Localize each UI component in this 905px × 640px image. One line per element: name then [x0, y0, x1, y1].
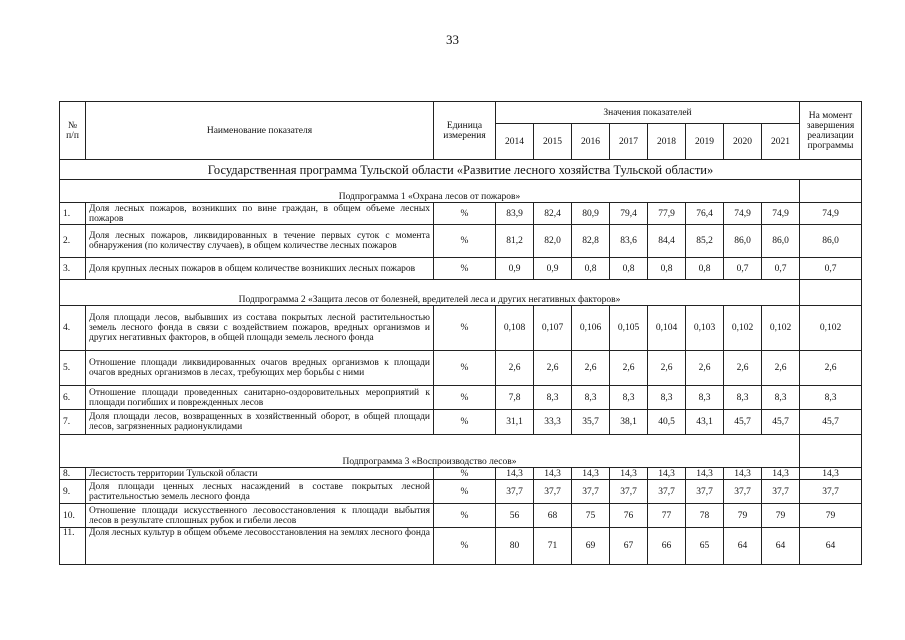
table-row: 10. Отношение площади искусственного лесовосстановления к площади выбытия лесов в результате сплошных рубок и гибели лесов % 56 68 75 76 77 78 79 79 79 [60, 504, 862, 528]
table-row: 5. Отношение площади ликвидированных очагов вредных организмов к площади очагов вредных организмов в лесах, требующих мер борьбы с ними % 2,6 2,6 2,6 2,6 2,6 2,6 2,6 2,6 2,6 [60, 351, 862, 386]
table-header [60, 102, 862, 160]
table-row: 2. Доля лесных пожаров, ликвидированных в течение первых суток с момента обнаружения (по количеству случаев), в общем количестве лесных пожаров % 81,2 82,0 82,8 83,6 84,4 85,2 86,0 86,0 86,0 [60, 225, 862, 258]
table-row: 3. Доля крупных лесных пожаров в общем количестве возникших лесных пожаров % 0,9 0,9 0,8 0,8 0,8 0,8 0,7 0,7 0,7 [60, 258, 862, 280]
header-year: 2015 [534, 124, 572, 160]
table-row: 9. Доля площади ценных лесных насаждений в составе покрытых лесной растительностью земель лесного фонда % 37,7 37,7 37,7 37,7 37,7 37,7 37,7 37,7 37,7 [60, 480, 862, 504]
subprogram-title: Подпрограмма 1 «Охрана лесов от пожаров» [60, 180, 800, 203]
header-year: 2021 [762, 124, 800, 160]
program-title: Государственная программа Тульской области «Развитие лесного хозяйства Тульской области» [60, 160, 862, 180]
indicators-table [59, 101, 862, 565]
header-year: 2019 [686, 124, 724, 160]
header-year: 2020 [724, 124, 762, 160]
header-year: 2014 [496, 124, 534, 160]
header-final: На момент завершения реализации программы [800, 102, 862, 160]
table-row: 8. Лесистость территории Тульской области % 14,3 14,3 14,3 14,3 14,3 14,3 14,3 14,3 14,3 [60, 468, 862, 480]
header-year: 2017 [610, 124, 648, 160]
header-number: № п/п [60, 102, 86, 160]
table-row: 4. Доля площади лесов, выбывших из состава покрытых лесной растительностью земель лесного фонда в связи с воздействием пожаров, вредных организмов и других негативных факторов, в общей площади земель лесного фонда % 0,108 0,107 0,106 0,105 0,104 0,103 0,102 0,102 0,102 [60, 306, 862, 351]
table-row: 11. Доля лесных культур в общем объеме лесовосстановления на землях лесного фонда % 80 71 69 67 66 65 64 64 64 [60, 528, 862, 565]
subprogram-title: Подпрограмма 2 «Защита лесов от болезней, вредителей леса и других негативных факторов» [60, 280, 800, 306]
table-row: 6. Отношение площади проведенных санитарно-оздоровительных мероприятий к площади погибших и поврежденных лесов % 7,8 8,3 8,3 8,3 8,3 8,3 8,3 8,3 8,3 [60, 386, 862, 410]
header-year: 2018 [648, 124, 686, 160]
table-row: 1. Доля лесных пожаров, возникших по вине граждан, в общем объеме лесных пожаров % 83,9 82,4 80,9 79,4 77,9 76,4 74,9 74,9 74,9 [60, 203, 862, 225]
header-year: 2016 [572, 124, 610, 160]
table-row: 7. Доля площади лесов, возвращенных в хозяйственный оборот, в общей площади лесов, загрязненных радионуклидами % 31,1 33,3 35,7 38,1 40,5 43,1 45,7 45,7 45,7 [60, 410, 862, 435]
page-number: 33 [446, 32, 459, 47]
header-unit: Единица измерения [434, 102, 496, 160]
subprogram-title: Подпрограмма 3 «Воспроизводство лесов» [60, 435, 800, 468]
header-name: Наименование показателя [86, 102, 434, 160]
header-values: Значения показателей [496, 102, 800, 124]
